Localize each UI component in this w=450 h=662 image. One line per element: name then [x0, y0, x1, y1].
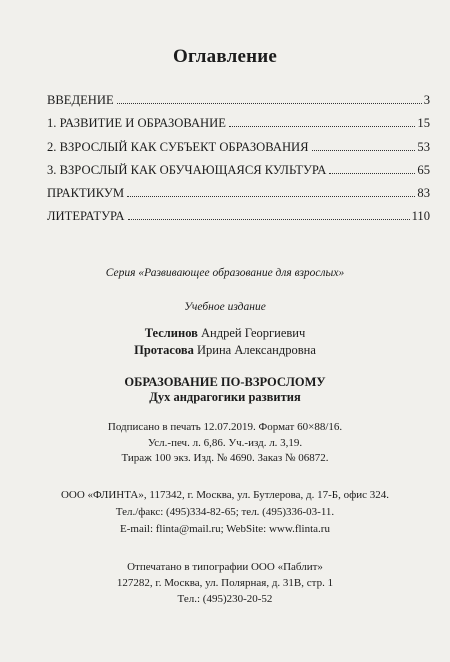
toc-page: 83	[417, 186, 430, 201]
toc-row-chapter-3	[47, 163, 430, 186]
publisher-phone: Тел./факс: (495)334-82-65; тел. (495)336-03-11.	[115, 506, 335, 518]
toc-page: 110	[411, 209, 430, 224]
toc-page: 3	[423, 93, 430, 107]
toc-row-practicum	[47, 186, 430, 209]
publisher-contacts: E-mail: flinta@mail.ru; WebSite: www.flinta.ru	[120, 523, 330, 535]
toc-label: ПРАКТИКУМ	[47, 186, 125, 201]
toc-label: 3. ВЗРОСЛЫЙ КАК ОБУЧАЮЩАЯСЯ КУЛЬТУРА	[47, 162, 327, 177]
toc-page: 53	[417, 139, 430, 154]
toc-label: 2. ВЗРОСЛЫЙ КАК СУБЪЕКТ ОБРАЗОВАНИЯ	[47, 139, 309, 154]
imprint-line: Усл.-печ. л. 6,86. Уч.-изд. л. 3,19.	[147, 437, 303, 449]
toc-leader	[128, 219, 410, 220]
toc-row-literature	[47, 209, 430, 232]
toc-leader	[229, 126, 415, 127]
book-title: ОБРАЗОВАНИЕ ПО-ВЗРОСЛОМУ	[124, 375, 326, 389]
printer-phone: Тел.: (495)230-20-52	[177, 593, 273, 605]
toc-label: 1. РАЗВИТИЕ И ОБРАЗОВАНИЕ	[47, 116, 226, 131]
toc-page: 15	[417, 116, 430, 131]
toc-row-chapter-2	[47, 140, 430, 163]
publisher-address: ООО «ФЛИНТА», 117342, г. Москва, ул. Бутлерова, д. 17-Б, офис 324.	[60, 489, 390, 501]
toc-leader	[329, 173, 415, 174]
author-surname: Протасова	[134, 343, 194, 357]
toc-leader	[127, 196, 415, 197]
printer-name: Отпечатано в типографии ООО «Паблит»	[127, 561, 323, 573]
author-surname: Теслинов	[144, 326, 198, 340]
author-1	[0, 326, 450, 341]
printer-address: 127282, г. Москва, ул. Полярная, д. 31В, стр. 1	[116, 577, 334, 589]
toc-page: 65	[417, 162, 430, 177]
author-given-name: Андрей Георгиевич	[201, 326, 306, 340]
toc-leader	[117, 103, 422, 104]
edition-type: Учебное издание	[184, 301, 266, 313]
table-of-contents	[47, 93, 430, 233]
author-given-name: Ирина Александровна	[197, 343, 316, 357]
toc-leader	[312, 150, 416, 151]
imprint-line: Подписано в печать 12.07.2019. Формат 60×88/16.	[107, 421, 343, 433]
toc-label: ЛИТЕРАТУРА	[47, 209, 125, 224]
series-line: Серия «Развивающее образование для взрослых»	[105, 267, 345, 279]
imprint-line: Тираж 100 экз. Изд. № 4690. Заказ № 06872.	[121, 452, 329, 464]
author-2	[0, 343, 450, 358]
book-subtitle: Дух андрагогики развития	[149, 390, 301, 404]
toc-label: ВВЕДЕНИЕ	[47, 93, 114, 107]
toc-title: Оглавление	[172, 46, 278, 67]
toc-row-introduction	[47, 93, 430, 116]
toc-row-chapter-1	[47, 116, 430, 139]
